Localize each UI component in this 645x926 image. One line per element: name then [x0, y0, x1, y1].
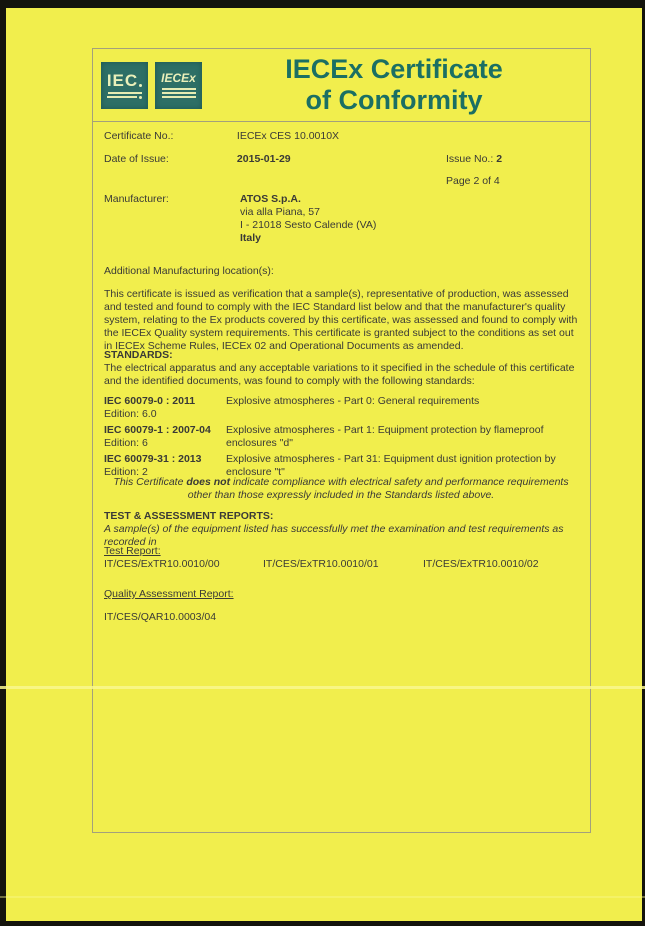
disclaimer-text-bold: does not — [186, 476, 231, 488]
title-line-1: IECEx Certificate — [285, 54, 503, 84]
disclaimer-note — [107, 476, 575, 502]
standard-description: Explosive atmospheres - Part 0: General requirements — [226, 395, 480, 407]
standard-code: IEC 60079-31 : 2013 — [104, 453, 202, 465]
issue-no-label: Issue No.: — [446, 153, 494, 165]
standard-row — [104, 424, 586, 450]
standard-description: Explosive atmospheres - Part 31: Equipment dust ignition protection by enclosure "t" — [226, 453, 556, 478]
standard-code: IEC 60079-0 : 2011 — [104, 395, 196, 407]
standard-row — [104, 395, 586, 421]
manufacturer-country: Italy — [240, 232, 262, 244]
issue-no — [446, 153, 502, 166]
date-of-issue-label: Date of Issue: — [104, 153, 169, 165]
test-report-number: IT/CES/ExTR10.0010/02 — [423, 558, 539, 570]
manufacturer-address-block — [240, 193, 376, 245]
date-of-issue-row — [104, 153, 291, 166]
standard-edition: Edition: 6.0 — [104, 408, 157, 420]
manufacturer-address-line-1: via alla Piana, 57 — [240, 206, 320, 218]
standards-list — [104, 395, 586, 482]
iec-logo — [101, 62, 148, 109]
iec-logo-text: IEC — [106, 70, 139, 90]
date-of-issue-value: 2015-01-29 — [236, 153, 291, 165]
test-reports-heading: TEST & ASSESSMENT REPORTS: — [104, 510, 274, 522]
certificate-no-value: IECEx CES 10.0010X — [236, 130, 340, 142]
standards-intro: The electrical apparatus and any acceptable variations to it specified in the schedule of this certificate and the identified documents, was found to comply with the following standards: — [104, 362, 575, 387]
issue-no-value: 2 — [496, 153, 503, 165]
page-number: Page 2 of 4 — [446, 175, 500, 187]
qar-label: Quality Assessment Report: — [104, 588, 234, 600]
standard-edition: Edition: 6 — [104, 437, 148, 449]
additional-locations-label: Additional Manufacturing location(s): — [104, 265, 274, 277]
standard-description: Explosive atmospheres - Part 1: Equipment protection by flameproof enclosures "d" — [226, 424, 544, 449]
certificate-box — [92, 48, 591, 833]
test-report-number: IT/CES/ExTR10.0010/00 — [104, 558, 220, 570]
iecex-logo-text: IECEx — [161, 71, 196, 85]
title-line-2: of Conformity — [305, 85, 483, 115]
standard-code: IEC 60079-1 : 2007-04 — [104, 424, 211, 436]
iecex-logo-lines-icon — [162, 88, 196, 98]
certificate-title — [202, 54, 590, 116]
test-reports-intro: A sample(s) of the equipment listed has successfully met the examination and test requirements as recorded in — [104, 523, 564, 548]
certificate-no-row — [104, 130, 339, 143]
iec-logo-lines-icon — [107, 92, 142, 99]
logo-group — [101, 62, 202, 109]
test-report-label: Test Report: — [104, 545, 161, 557]
disclaimer-text-end: indicate compliance with electrical safety and performance requirements other than those expressly included in the Standards listed above. — [187, 476, 569, 501]
manufacturer-label: Manufacturer: — [104, 193, 169, 205]
qar-value: IT/CES/QAR10.0003/04 — [104, 611, 217, 623]
verification-paragraph: This certificate is issued as verification that a sample(s), representative of production, was assessed and tested and found to comply with the IEC Standard list below and that the manufacturer's quality system, relating to the Ex products covered by this certificate, was assessed and found to comply with the IECEx Quality system requirements. This certificate is granted subject to the conditions as set out in IECEx Scheme Rules, IECEx 02 and Operational Documents as amended. — [104, 288, 578, 352]
certificate-no-label: Certificate No.: — [104, 130, 174, 142]
iec-logo-dot-icon — [139, 84, 142, 87]
manufacturer-address-line-2: I - 21018 Sesto Calende (VA) — [240, 219, 377, 231]
manufacturer-name: ATOS S.p.A. — [240, 193, 301, 205]
iecex-logo — [155, 62, 202, 109]
standard-edition: Edition: 2 — [104, 466, 148, 478]
test-report-number: IT/CES/ExTR10.0010/01 — [263, 558, 379, 570]
standards-heading: STANDARDS: — [104, 349, 173, 361]
certificate-header — [93, 49, 590, 122]
disclaimer-text-start: This Certificate — [113, 476, 187, 488]
